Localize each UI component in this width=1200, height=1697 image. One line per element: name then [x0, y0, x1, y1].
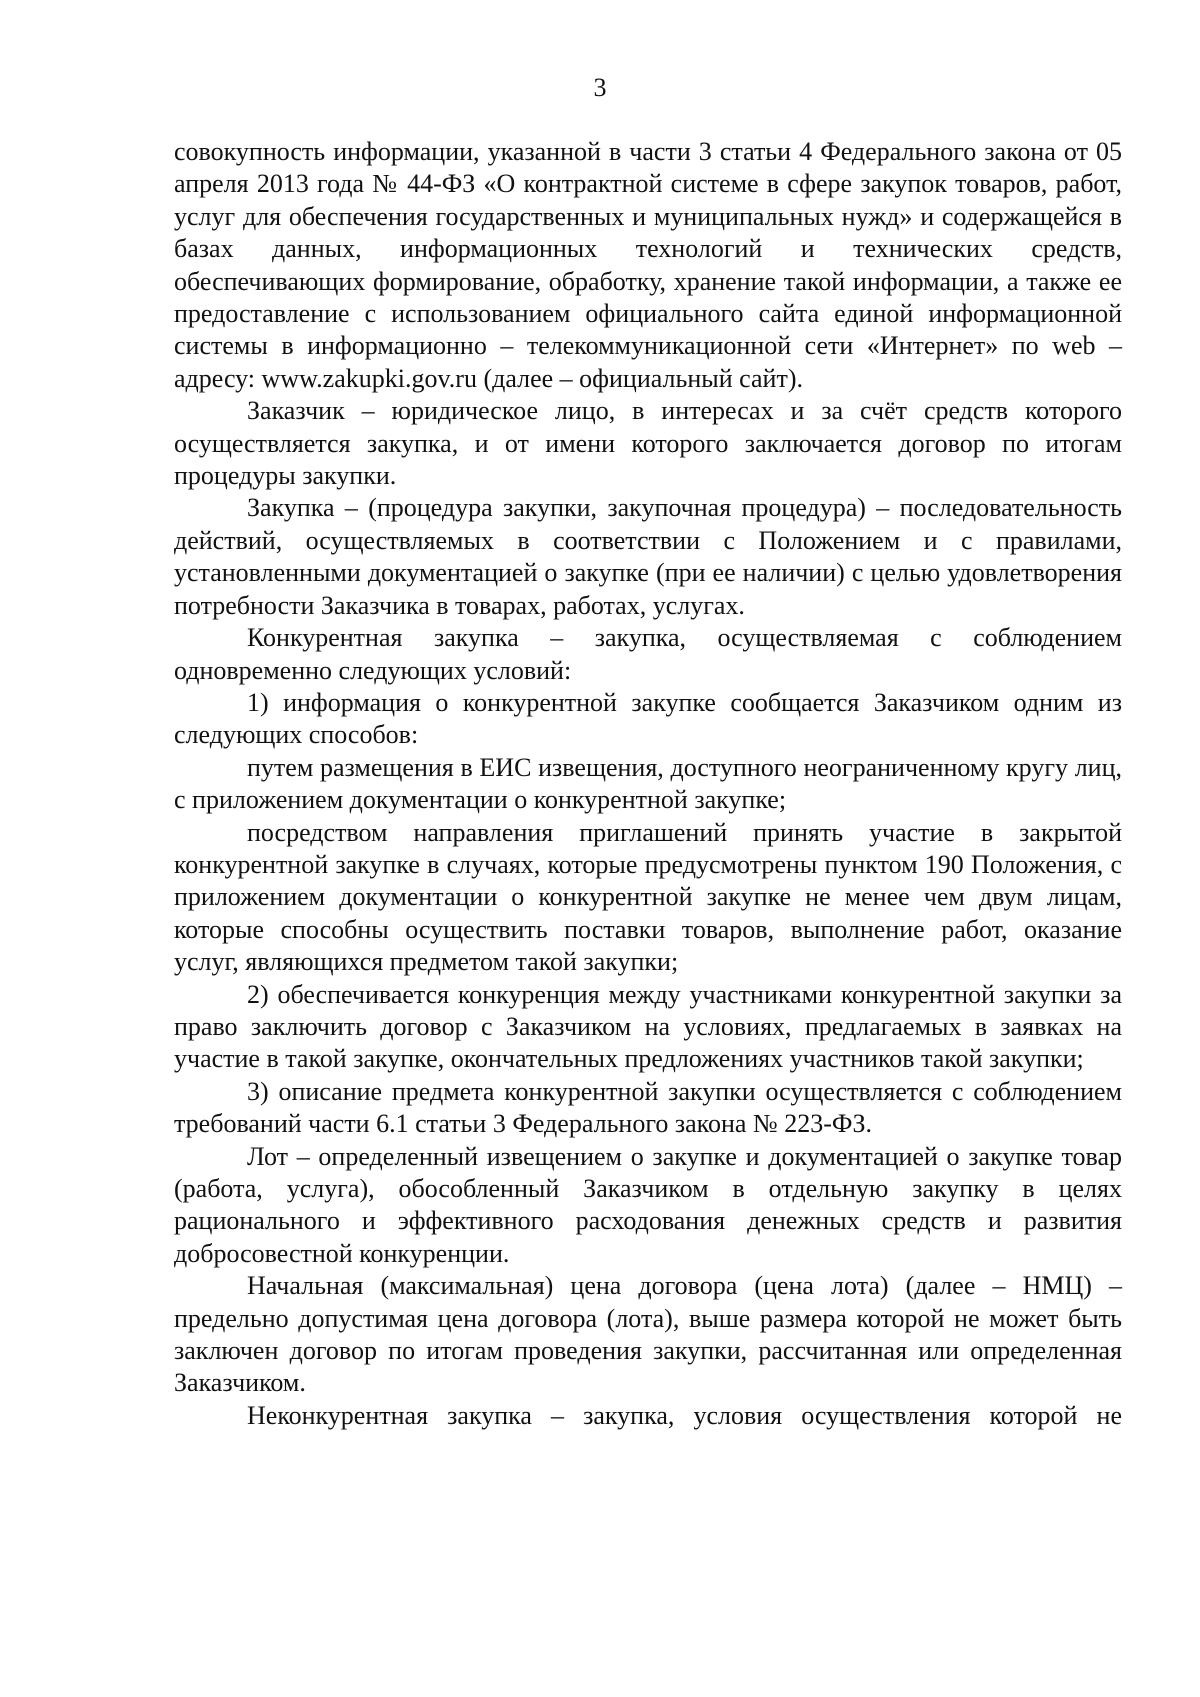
paragraph-customer-definition: Заказчик – юридическое лицо, в интересах и за счёт средств которого осуществляется закупка, и от имени которого заключается договор по итогам процедуры закупки.: [174, 396, 1122, 491]
page-number: 3: [593, 73, 607, 102]
paragraph-condition-1-method-eis: путем размещения в ЕИС извещения, доступного неограниченному кругу лиц, с приложением документации о конкурентной закупке;: [174, 752, 1122, 815]
paragraph-procurement-definition: Закупка – (процедура закупки, закупочная процедура) – последовательность действий, осуществляемых в соответствии с Положением и с правилами, установленными документацией о закупке (при ее наличии) с целью удовлетворения потребности Заказчика в товарах, работах, услугах.: [174, 493, 1122, 620]
paragraph-competitive-procurement-definition: Конкурентная закупка – закупка, осуществляемая с соблюдением одновременно следующих условий:: [174, 623, 1122, 685]
paragraph-initial-max-price-definition: Начальная (максимальная) цена договора (цена лота) (далее – НМЦ) – предельно допустимая цена договора (лота), выше размера которой не может быть заключен договор по итогам проведения закупки, рассчитанная или определенная Заказчиком.: [174, 1271, 1122, 1398]
paragraph-condition-2: 2) обеспечивается конкуренция между участниками конкурентной закупки за право заключить договор с Заказчиком на условиях, предлагаемых в заявках на участие в такой закупке, окончательных предложениях участников такой закупки;: [174, 979, 1122, 1074]
paragraph-condition-3: 3) описание предмета конкурентной закупки осуществляется с соблюдением требований части 6.1 статьи 3 Федерального закона № 223-ФЗ.: [174, 1076, 1122, 1139]
paragraph-condition-1-method-invitations: посредством направления приглашений принять участие в закрытой конкурентной закупке в случаях, которые предусмотрены пунктом 190 Положения, с приложением документации о конкурентной закупке не менее чем двум лицам, которые способны осуществить поставки товаров, выполнение работ, оказание услуг, являющихся предметом такой закупки;: [174, 817, 1122, 977]
document-body: [174, 136, 1122, 1432]
paragraph-lot-definition: Лот – определенный извещением о закупке и документацией о закупке товар (работа, услуга), обособленный Заказчиком в отдельную закупку в целях рационального и эффективного расходования денежных средств и развития добросовестной конкуренции.: [174, 1141, 1122, 1268]
paragraph-non-competitive-procurement-definition: Неконкурентная закупка – закупка, условия осуществления которой не: [247, 1400, 1122, 1430]
paragraph-condition-1: 1) информация о конкурентной закупке сообщается Заказчиком одним из следующих способов:: [174, 687, 1122, 750]
paragraph-unified-information-system-definition: совокупность информации, указанной в части 3 статьи 4 Федерального закона от 05 апреля 2013 года № 44-ФЗ «О контрактной системе в сфере закупок товаров, работ, услуг для обеспечения государственных и муниципальных нужд» и содержащейся в базах данных, информационных технологий и технических средств, обеспечивающих формирование, обработку, хранение такой информации, а также ее предоставление с использованием официального сайта единой информационной системы в информационно – телекоммуникационной сети «Интернет» по web – адресу: www.zakupki.gov.ru (далее – официальный сайт).: [174, 137, 1122, 393]
